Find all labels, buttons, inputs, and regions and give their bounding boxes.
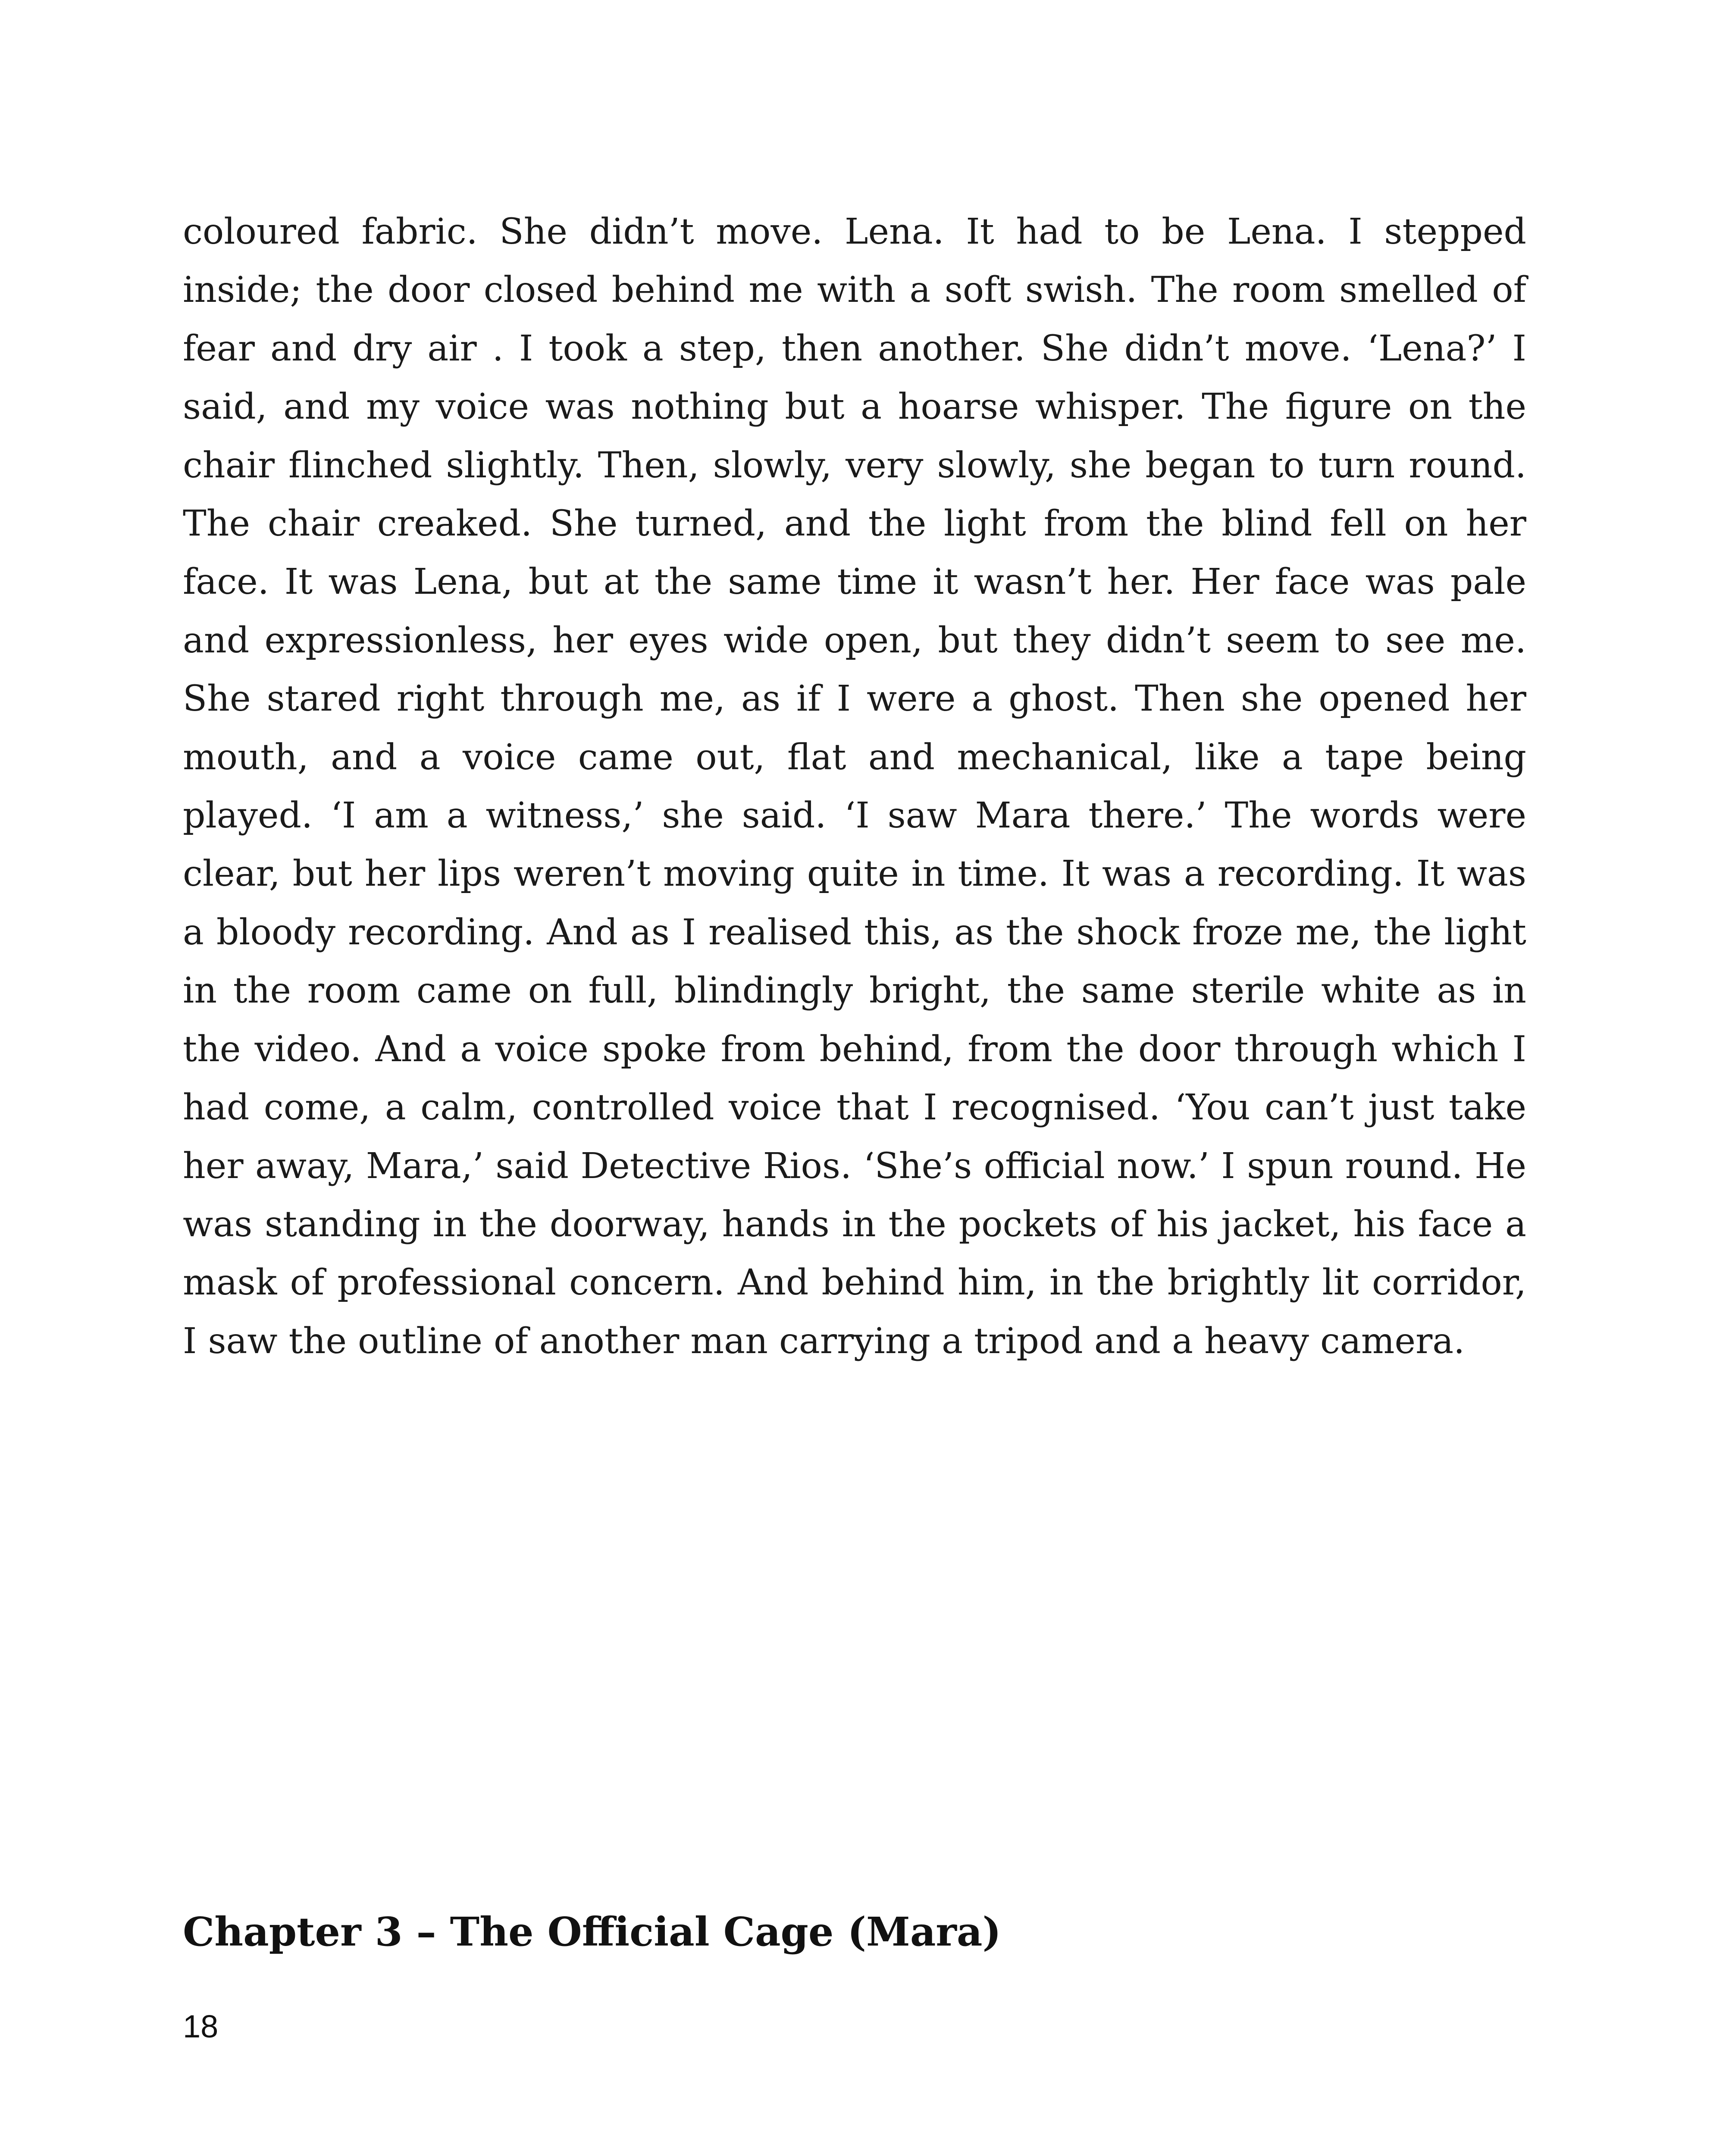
page-number: 18 [183, 2009, 219, 2044]
chapter-heading: Chapter 3 – The Official Cage (Mara) [183, 1908, 1002, 1955]
body-paragraph: coloured fabric. She didn’t move. Lena. It had to be Lena. I stepped inside; the door closed behind me with a soft swish. The room smelled of fear and dry air . I took a step, then another. She didn’t move. ‘Lena?’ I said, and my voice was nothing but a hoarse whisper. The figure on the chair flinched slightly. Then, slowly, very slowly, she began to turn round. The chair creaked. She turned, and the light from the blind fell on her face. It was Lena, but at the same time it wasn’t her. Her face was pale and expressionless, her eyes wide open, but they didn’t seem to see me. She stared right through me, as if I were a ghost. Then she opened her mouth, and a voice came out, flat and mechanical, like a tape being played. ‘I am a witness,’ she said. ‘I saw Mara there.’ The words were clear, but her lips weren’t moving quite in time. It was a recording. It was a bloody recording. And as I realised this, as the shock froze me, the light in the room came on full, blindingly bright, the same sterile white as in the video. And a voice spoke from behind, from the door through which I had come, a calm, controlled voice that I recognised. ‘You can’t just take her away, Mara,’ said Detective Rios. ‘She’s official now.’ I spun round. He was standing in the doorway, hands in the pockets of his jacket, his face a mask of professional concern. And behind him, in the brightly lit corridor, I saw the outline of another man carrying a tripod and a heavy camera. [183, 211, 1526, 1362]
